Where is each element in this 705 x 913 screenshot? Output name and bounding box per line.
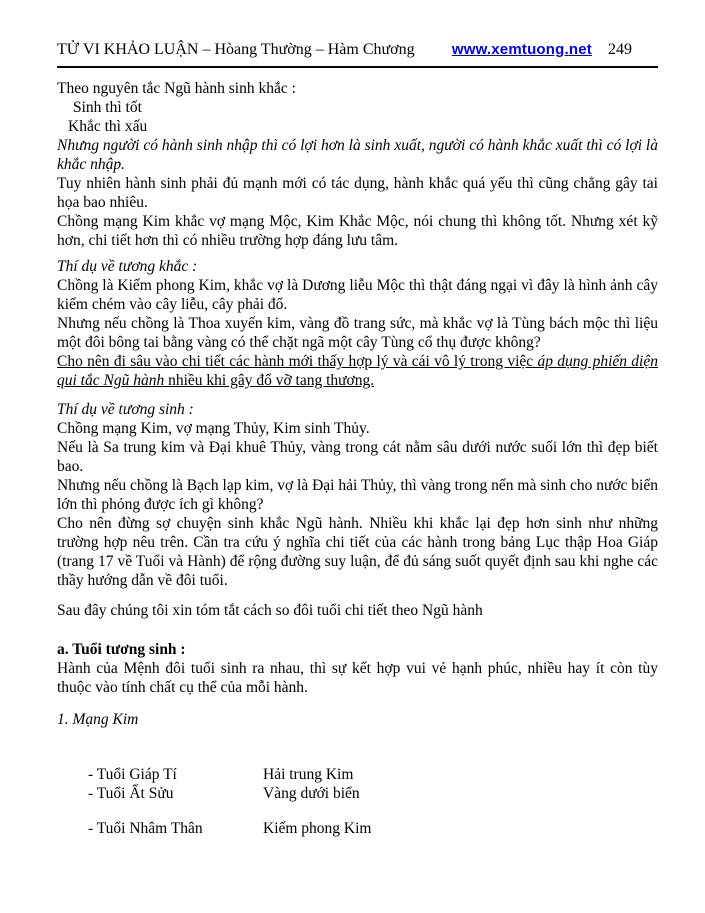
table-row xyxy=(88,765,658,784)
paragraph: Nếu là Sa trung kim và Đại khuê Thủy, vàng trong cát nằm sâu dưới nước suối lớn thì đẹp biết bao. xyxy=(57,439,658,475)
heading-mang-kim: 1. Mạng Kim xyxy=(57,711,139,728)
heading-tuong-khac: Thí dụ về tương khắc : xyxy=(57,258,198,275)
paragraph-underlined-conclusion xyxy=(57,352,658,390)
paragraph: Chồng là Kiếm phong Kim, khắc vợ là Dương liễu Mộc thì thật đáng ngại vì đây là hình ảnh cây kiếm chém vào cây liễu, cây phải đổ. xyxy=(57,277,658,313)
table-row xyxy=(88,819,658,838)
paragraph-note-italic: Nhưng người có hành sinh nhập thì có lợi hơn là sinh xuất, người có hành khắc xuất thì có lợi là khắc nhập. xyxy=(57,137,658,173)
paragraph: Hành của Mệnh đôi tuổi sinh ra nhau, thì sự kết hợp vui vẻ hạnh phúc, nhiều hay ít còn tùy thuộc vào tính chất cụ thể của mỗi hành. xyxy=(57,660,658,696)
hanh-label: Hải trung Kim xyxy=(263,766,354,783)
header-rule xyxy=(57,66,658,68)
paragraph: Tuy nhiên hành sinh phải đủ mạnh mới có tác dụng, hành khắc quá yếu thì cũng chẳng gây tai họa bao nhiêu. xyxy=(57,175,658,211)
page-number: 249 xyxy=(608,41,632,58)
page-header xyxy=(57,40,658,59)
heading-section-a: a. Tuổi tương sinh : xyxy=(57,641,186,658)
paragraph: Cho nên đừng sợ chuyện sinh khắc Ngũ hành. Nhiều khi khắc lại đẹp hơn sinh như những trường hợp nêu trên. Cần tra cứu ý nghĩa chi tiết của các hành trong bảng Lục thập Hoa Giáp (trang 17 về Tuổi và Hành) để rộng đường suy luận, để đủ sáng suốt quyết định sau khi nghe các thầy hướng dẫn về đôi tuổi. xyxy=(57,515,658,589)
paragraph: Chồng mạng Kim khắc vợ mạng Mộc, Kim Khắc Mộc, nói chung thì không tốt. Nhưng xét kỹ hơn, chi tiết hơn thì có nhiều trường hợp đáng lưu tâm. xyxy=(57,213,658,249)
tuoi-label: - Tuổi Giáp Tí xyxy=(88,766,177,783)
paragraph-khac-xau: Khắc thì xấu xyxy=(68,118,148,135)
book-title: TỬ VI KHẢO LUẬN – Hòang Thường – Hàm Chương xyxy=(57,41,415,58)
paragraph-sinh-tot: Sinh thì tốt xyxy=(73,99,142,116)
paragraph: Chồng mạng Kim, vợ mạng Thủy, Kim sinh Thủy. xyxy=(57,420,370,437)
tuoi-label: - Tuổi Ất Sửu xyxy=(88,785,174,802)
paragraph: Nhưng nếu chồng là Bạch lạp kim, vợ là Đại hải Thủy, thì vàng trong nến mà sinh cho nước biển lớn thì phỏng được ích gì không? xyxy=(57,477,658,513)
table-row xyxy=(88,784,658,803)
document-body xyxy=(57,79,658,838)
hanh-label: Kiếm phong Kim xyxy=(263,820,372,837)
website-link[interactable]: www.xemtuong.net xyxy=(451,41,592,58)
conclusion-text-end: nhiều khi gây đổ vỡ tang thương. xyxy=(164,372,375,389)
paragraph-summary: Sau đây chúng tôi xin tóm tắt cách so đôi tuổi chi tiết theo Ngũ hành xyxy=(57,602,483,619)
heading-tuong-sinh: Thí dụ về tương sinh : xyxy=(57,401,194,418)
paragraph: Nhưng nếu chồng là Thoa xuyến kim, vàng đồ trang sức, mà khắc vợ là Tùng bách mộc thì liệu một đôi bông tai bằng vàng có thể chặt ngã một cây Tùng cổ thụ được không? xyxy=(57,315,658,351)
paragraph-principle: Theo nguyên tắc Ngũ hành sinh khắc : xyxy=(57,80,296,97)
conclusion-text-start: Cho nên đi sâu vào chi tiết các hành mới thấy hợp lý và cái vô lý trong việc xyxy=(57,353,538,370)
hanh-label: Vàng dưới biển xyxy=(263,785,360,802)
tuoi-label: - Tuổi Nhâm Thân xyxy=(88,820,203,837)
conclusion-text-italic: áp dụng phiến diện qui tắc Ngũ hành xyxy=(57,353,658,389)
